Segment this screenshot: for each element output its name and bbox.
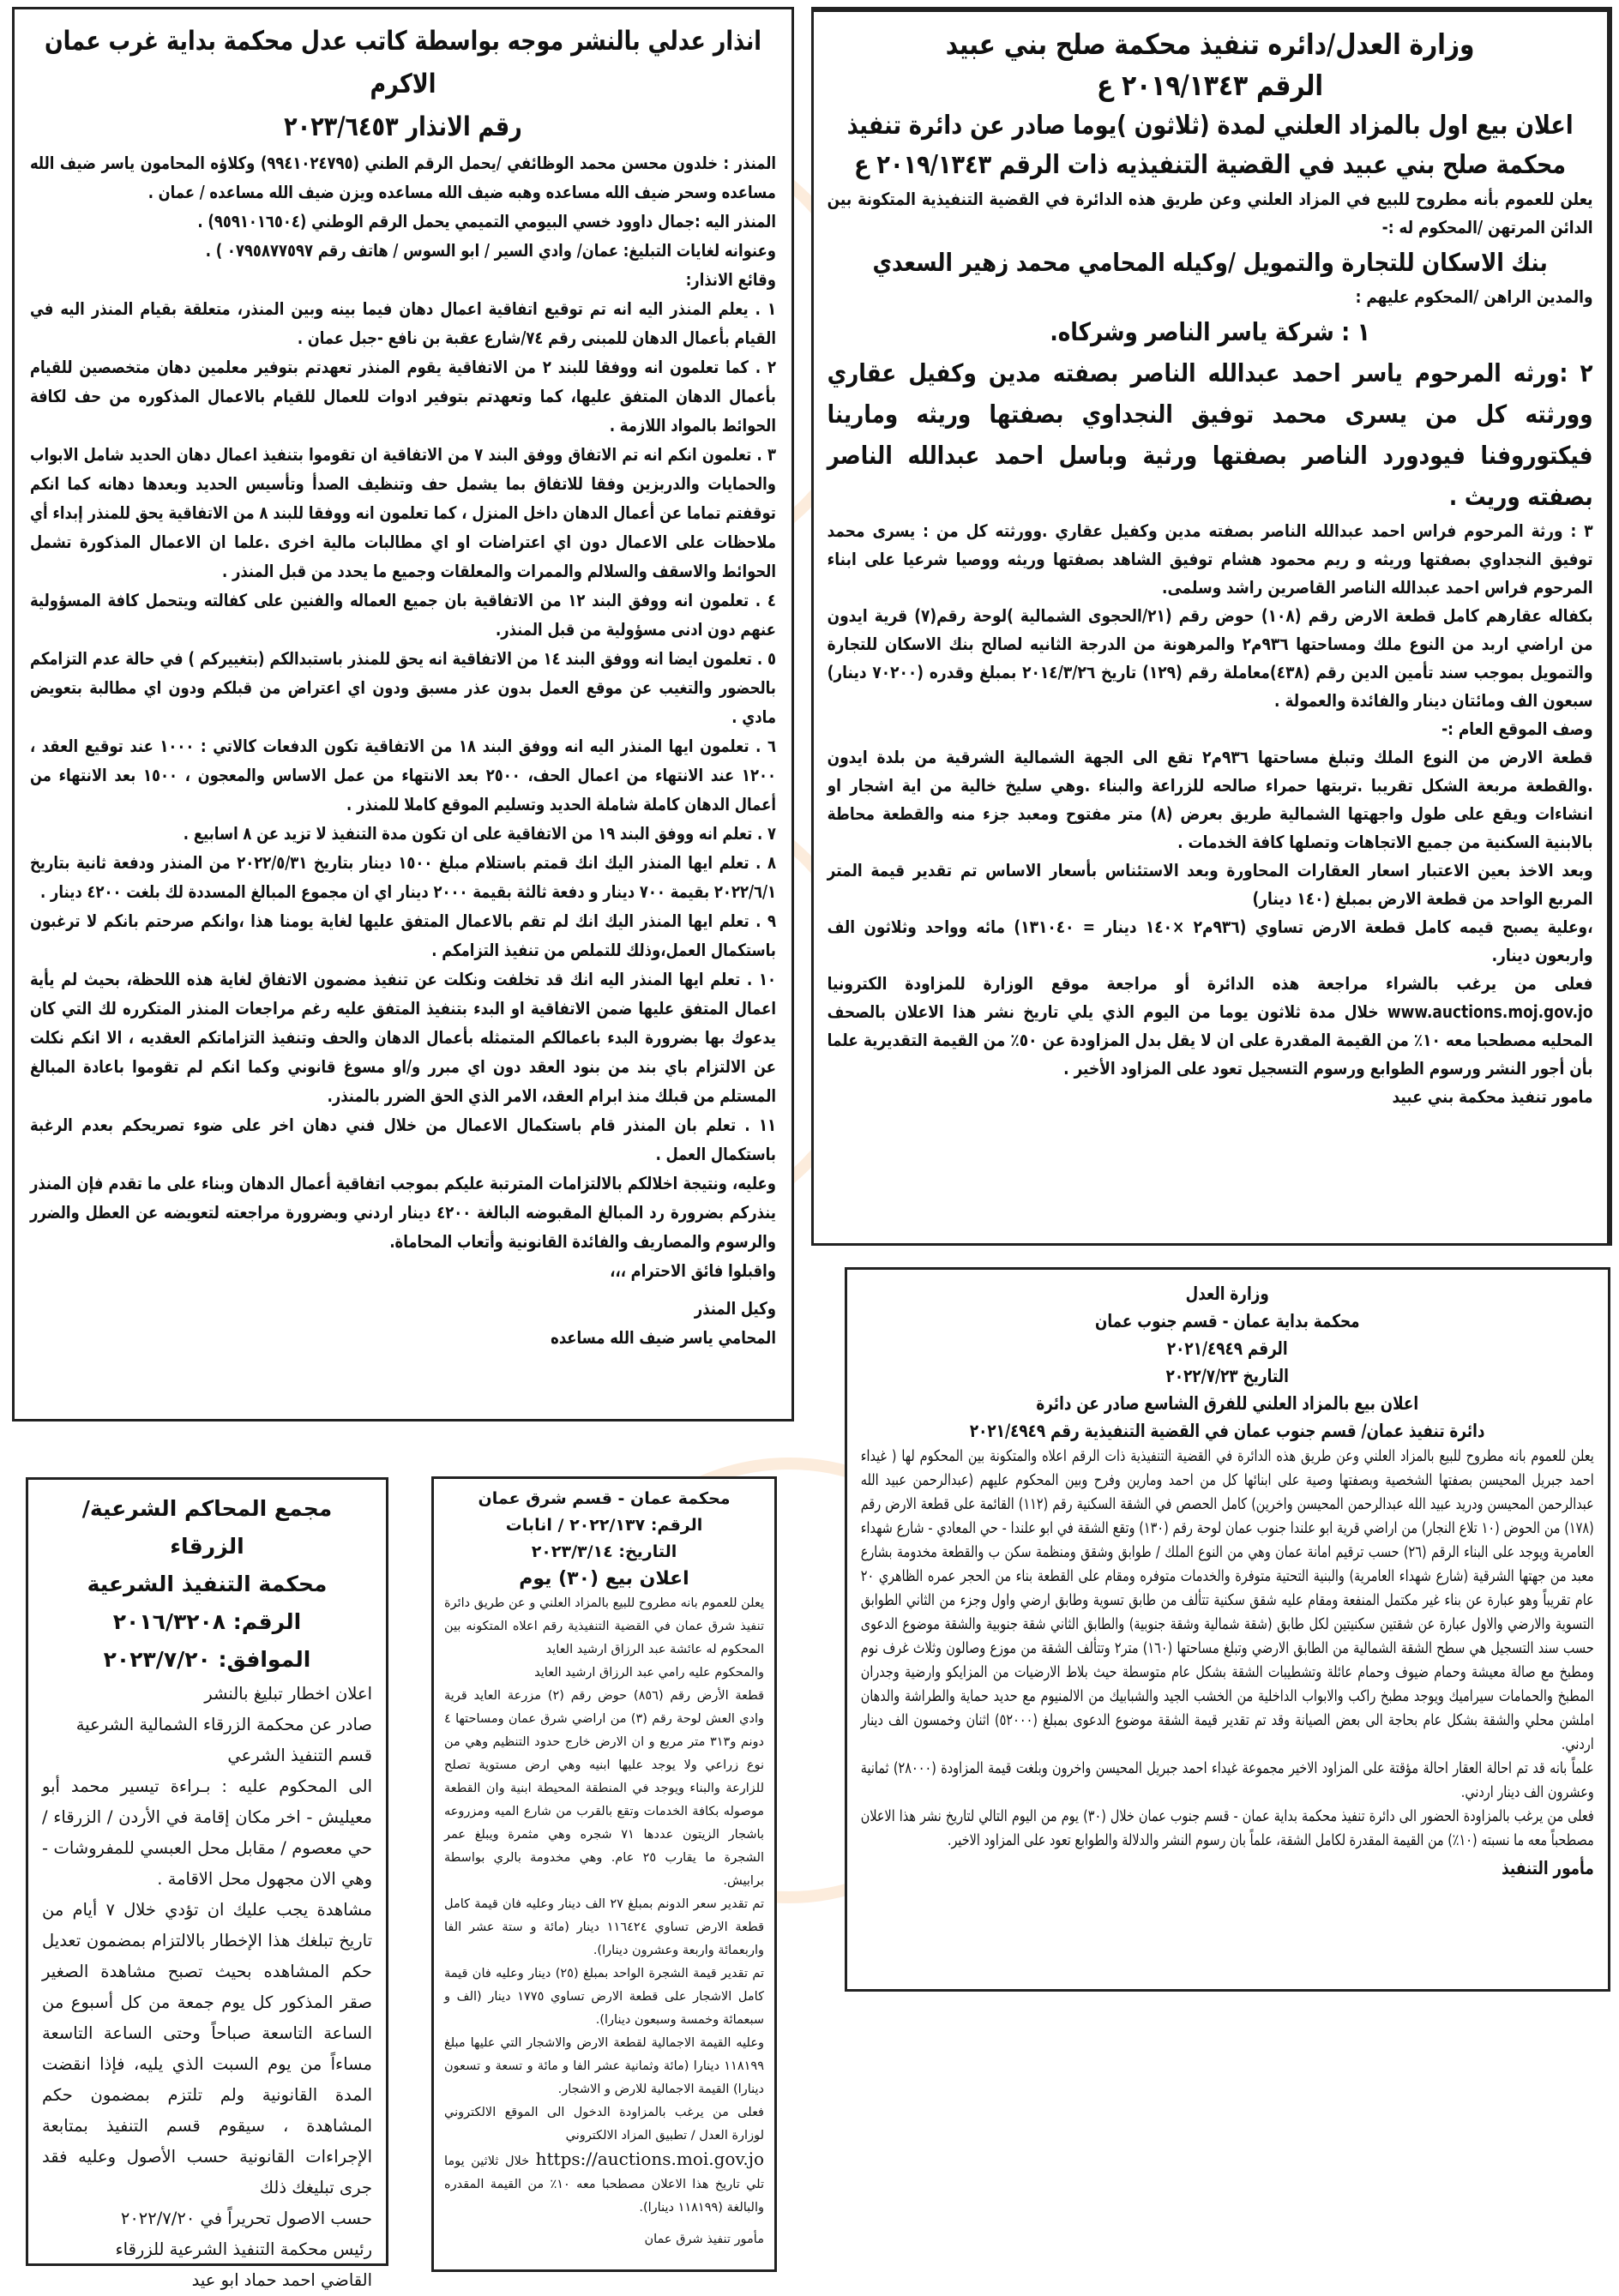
paragraph: الى المحكوم عليه : بـراءة تيسير محمد أبو معيليش - اخر مكان إقامة في الأردن / الزرقاء / حي معصوم / مقابل محل العبسي للمفروشات - وهي الان مجهول محل الاقامة . [42,1776,372,1889]
paragraph: اعلان اخطار تبليغ بالنشر [204,1684,372,1704]
paragraph: المنذر اليه :جمال داوود خسي البيومي التميمي يحمل الرقم الوطني (٩٥٩١٠١٦٥٠٤) . [197,211,776,231]
heading: اعلان بيع بالمزاد العلني للفرق الشاسع صادر عن دائرة [1036,1393,1419,1414]
paragraph: قطعة الأرض رقم (٨٥٦) حوض رقم (٢) مزرعة العايد قرية وادي العش لوحة رقم (٣) من اراضي شرق عمان ومساحتها ٤ دونم و٣١٣ متر مربع و ان الارض خارج حدود التنظيم وهي من نوع زراعي ولا يوجد عليها ابنيه وهي ارض مستوية تصلح للزارعة والبناء ويوجد في المنطقة المحيطة ابنية وان القطعة موصوله بكافة الخدمات وتقع بالقرب من شارع الميه ومزروعه باشجار الزيتون عددها ٧١ شجره وهي مثمرة ويبلغ عمر الشجرة ما يقارب ٢٥ عام. وهي مخدومة بالري بواسطة برابيش. [444,1689,765,1888]
heading: الموافق: ٢٠٢٣/٧/٢٠ [103,1647,311,1672]
paragraph: ١١ . تعلم بان المنذر قام باستكمال الاعمال من خلال فني دهان اخر على ضوء تصريحكم بعدم الرغبة باستكمال العمل . [30,1115,776,1164]
heading: الرقم: ٢٠١٦/٣٢٠٨ [112,1609,302,1634]
paragraph: يعلن للعموم بانه مطروح للبيع بالمزاد العلني و عن طريق دائرة تنفيذ شرق عمان في القضية التنفيذية رقم اعلاه المتكونه بين المحكوم له عائشة عبد الرزاق ارشيد العايد [444,1596,764,1656]
paragraph: رئيس محكمة التنفيذ الشرعية للزرقاء [115,2239,372,2259]
paragraph: ٧ . تعلم انه ووفق البند ١٩ من الاتفاقية على ان تكون مدة التنفيذ لا تزيد عن ٨ اسابيع . [183,823,776,844]
intro: يعلن للعموم بأنه مطروح للبيع في المزاد العلني وعن طريق هذه الدائرة في القضية التنفيذية المتكونة بين الدائن المرتهن /المحكوم له :- [828,189,1593,237]
signature: مامور تنفيذ محكمة بني عبيد [1392,1086,1593,1107]
paragraph: تم تقدير سعر الدونم بمبلغ ٢٧ الف دينار وعليه فان قيمة كامل قطعة الارض تساوي ١١٦٤٢٤ دينار (مائة و ستة عشر الفا واربعمائة واربعة وعشرون دينارا). [444,1897,765,1957]
paragraph: والمحكوم عليه رامي عبد الرزاق ارشيد العايد [534,1666,764,1680]
notice-content [828,24,1593,1111]
paragraph: صادر عن محكمة الزرقاء الشمالية الشرعية [75,1715,372,1734]
notice-east-amman-auction [431,1476,777,2272]
notice-legal-warning [12,7,794,1421]
case-number: الرقم ٢٠١٩/١٣٤٣ ع [1097,69,1324,102]
paragraph: ٣ . تعلمون انكم انه تم الاتفاق ووفق البند ٧ من الاتفاقية ان تقوموا بتنفيذ اعمال دهان الحديد شامل الابواب والحمايات والدربزين وفقا للاتفاق بما يشمل حف وتنظيف الصدأ وتأسيس الحديد وبعدها دهانه كما انكم توقفتم تماما عن أعمال الدهان داخل المنزل ، كما تعلمون انه ووفقا للبند ٨ من الاتفاقية يحق للمنذر إبداء أي ملاحظات على الاعمال دون اي اعتراضات او اي مطالبات مالية اخرى .علما ان الاعمال المذكورة تشمل الحوائط والاسقف والسلالم والممرات والمعلقات وجميع ما يحدد من قبل المنذر . [30,444,777,581]
debtor-label: والمدين الراهن /المحكوم عليهم : [1356,286,1593,307]
paragraph: ٢ . كما تعلمون انه ووفقا للبند ٢ من الاتفاقية يقوم المنذر تعهدتم بتوفير معلمين دهان متخصصين للقيام بأعمال الدهان المتفق عليها، كما وتعهدتم بتوفير ادوات للعمال للقيام بالاعمال المذكوره من حف لكافة الحوائط بالمواد اللازمة . [30,357,777,436]
paragraphs [42,1679,372,2296]
heading: وزارة العدل [1185,1283,1270,1304]
paragraphs [30,148,776,1285]
valuation: وبعد الاخذ بعين الاعتبار اسعار العقارات المحاورة وبعد الاستئناس بأسعار الاساس تم تقدير قيمة المتر المربع الواحد من قطعة الارض بمبلغ (١٤٠ دينار) [828,860,1593,909]
auction-url-link[interactable]: https://auctions.moi.gov.jo [535,2149,764,2169]
paragraph: ٩ . تعلم ايها المنذر اليك انك لم تقم بالاعمال المتفق عليها لغاية يومنا هذا ،وانكم صرحتم بانكم لا ترغبون باستكمال العمل،وذلك للتملص من تنفيذ التزامكم . [30,911,776,960]
paragraph: ٤ . تعلمون انه ووفق البند ١٢ من الاتفاقية بان جميع العماله والفنين على كفالته ويتحمل كافة المسؤولية عنهم دون ادنى مسؤولية من قبل المنذر. [30,590,776,640]
paragraph: واقبلوا فائق الاحترام ،،، [610,1260,776,1281]
heading: الرقم: ٢٠٢٢/١٣٧ / انابات [505,1516,703,1535]
paragraph: ٨ . تعلم ايها المنذر اليك انك قمتم باستلام مبلغ ١٥٠٠ دينار بتاريخ ٢٠٢٢/٥/٣١ من المنذر ودفعة ثانية بتاريخ ٢٠٢٢/٦/١ بقيمة ٧٠٠ دينار و دفعة ثالثة بقيمة ٢٠٠٠ دينار اي ان مجموع المبالغ المسددة لك بلغت ٤٢٠٠ دينار . [30,852,776,902]
paragraph: مشاهدة يجب عليك ان تؤدي خلال ٧ أيام من تاريخ تبلغك هذا الإخطار بالالتزام بمضمون تعديل حكم المشاهده بحيث تصبح مشاهدة الصغير صقر المذكور كل يوم جمعة من كل أسبوع من الساعة التاسعة صباحاً وحتى الساعة التاسعة مساءاً من يوم السبت الذي يليه، فإذا انقضت المدة القانونية ولم تلتزم بمضمون حكم المشاهدة ، سيقوم قسم التنفيذ بمتابعة الإجراءات القانونية حسب الأصول وعليه فقد جرى تبليغك ذلك [42,1900,373,2197]
debtor-1: ١ : شركة ياسر الناصر وشركاه. [1050,317,1371,346]
heading: وزارة العدل/دائره تنفيذ محكمة صلح بني عبيد [946,27,1475,61]
headings [444,1486,764,1592]
paragraph: ١٠ . تعلم ايها المنذر اليه انك قد تخلفت ونكلت عن تنفيذ مضمون الاتفاق لغاية هذه اللحظة، بحيث لم يأية اعمال المتفق عليها ضمن الاتفاقية او البدء بتنفيذ المتفق عليه رغم مراجعات المنذر المتكرره لك التي كان يدعوك بها بضرورة البدء باعمالكم المتمثله بأعمال الدهان والحف وتنفيذ التزاماتكم العقديه ، الا انكم نكلت عن الالتزام باي بند من بنود العقد دون اي مبرر و/او مسوغ قانوني وكما انكم لم تقوموا باعادة المبالغ المستلم من قبلك منذ ابرام العقد، الامر الذي الحق الضرر بالمنذر. [30,969,776,1106]
debtor-3: ٣ : ورثة المرحوم فراس احمد عبدالله الناصر بصفته مدين وكفيل عقاري .وورثته كل من : يسرى محمد توفيق النجداوي بصفتها وريثه و ريم محمود هشام توفيق الشاهد بصفتها وريثه ووصيا شرعيا على ابناء المرحوم فراس احمد عبدالله الناصر القاصرين راشد وسلمى. [828,520,1593,598]
heading: التاريخ ٢٠٢٢/٧/٢٣ [1165,1366,1290,1386]
paragraph: فعلى من يرغب بالمزاودة الحضور الى دائرة تنفيذ محكمة بداية عمان - قسم جنوب عمان خلال (٣٠) يوم من اليوم التالي لتاريخ نشر هذا الاعلان مصطحباً معه ما نسبته (١٠٪) من القيمة المقدرة لكامل الشقة، علماً بان رسوم النشر والدلالة والطوابع تعود على المزاود الاخير. [861,1807,1594,1849]
headings [861,1280,1594,1445]
signature: مأمور التنفيذ [1502,1858,1594,1878]
paragraph: ٦ . تعلمون ايها المنذر اليه انه ووفق البند ١٨ من الاتفاقية تكون الدفعات كالاتي : ١٠٠٠ عند توقيع العقد ، ١٢٠٠ عند الانتهاء من اعمال الحف، ٢٥٠٠ بعد الانتهاء من عمل الاساس والمعجون ، ١٥٠٠ بعد الانتهاء من أعمال الدهان كاملة شاملة الحديد وتسليم الموقع كاملا للمنذر . [30,736,776,814]
signature: مأمور تنفيذ شرق عمان [644,2233,764,2246]
notice-sharia-court [26,1477,388,2290]
heading: مجمع المحاكم الشرعية/ الزرقاء [81,1496,333,1559]
paragraph: فعلى من يرغب بالمزاودة الدخول الى الموقع الالكتروني لوزارة العدل / تطبيق المزاد الالكتروني [444,2106,764,2143]
paragraph: وعنوانه لغايات التبليغ: عمان/ وادي السير / ابو السوس / هاتف رقم ٠٧٩٥٨٧٧٥٩٧ ) . [205,240,776,261]
debtor-2: ٢ :ورثه المرحوم ياسر احمد عبدالله الناصر بصفته مدين وكفيل عقاري وورثته كل من يسرى محمد توفيق النجداوي بصفتها وريثه ومارينا فيكتوروفنا فيودورد الناصر بصفتها ورثية وباسل احمد عبدالله الناصر بصفته وريث . [828,358,1593,511]
notice-content [861,1280,1594,1878]
paragraph: وقائع الانذار: [685,269,776,290]
heading: انذار عدلي بالنشر موجه بواسطة كاتب عدل محكمة بداية غرب عمان الاكرم [44,26,762,99]
paragraph: ٥ . تعلمون ايضا انه ووفق البند ١٤ من الاتفاقية انه يحق للمنذر باستبدالكم (بتغييركم ) في حالة عدم التزامكم بالحضور والتغيب عن موقع العمل بدون عذر مسبق ودون اي اعتراض من قبلكم ودون اي مطالبة بتعويض مادي . [30,648,777,727]
notice-south-amman-auction [845,1267,1610,1992]
heading: محكمة عمان - قسم شرق عمان [478,1489,731,1508]
paragraph: علماً بانه قد تم احالة العقار احالة مؤقتة على المزاود الاخير مجموعة غيداء احمد جبريل المحيسن واخرون وبلغت قيمة المزاودة (٢٨٠٠٠) ثمانية وعشرون الف دينار اردني. [861,1759,1594,1801]
heading: دائرة تنفيذ عمان/ قسم جنوب عمان في القضية التنفيذية رقم ٢٠٢١/٤٩٤٩ [970,1421,1485,1441]
notice-title: اعلان بيع اول بالمزاد العلني لمدة (ثلاثون )يوما صادر عن دائرة تنفيذ محكمة صلح بني عبيد في القضية التنفيذيه ذات الرقم ٢٠١٩/١٣٤٣ ع [846,111,1574,180]
signature-title: وكيل المنذر [694,1298,776,1319]
notice-content [30,20,776,1352]
heading: اعلان بيع (٣٠) يوم [519,1568,689,1590]
paragraphs [861,1445,1594,1853]
paragraphs [444,1592,764,2148]
signature-name: المحامي ياسر ضيف الله مساعده [551,1327,776,1348]
instructions: فعلى من يرغب بالشراء مراجعة هذه الدائرة أو مراجعة موقع الوزارة للمزاودة الكترونيا www.auctions.moj.gov.jo خلال مدة ثلاثون يوما من اليوم الذي يلي تاريخ نشر هذا الاعلان بالصحف المحليه مصطحبا معه ١٠٪ من القيمة المقدرة على ان لا يقل بدل المزاودة عن ٥٠٪ من القيمة التقديرية علما بأن أجور النشر ورسوم الطوابع ورسوم التسجيل تعود على المزاود الأخير . [828,973,1594,1079]
url-suffix: خلال ثلاثين يوما تلي تاريخ هذا الاعلان مصطحبا معه ١٠٪ من القيمة المقدره والبالغة (١١٨١٩٩ دينارا). [444,2155,764,2215]
paragraph: وعليه القيمة الاجمالية لقطعة الارض والاشجار التي عليها مبلغ ١١٨١٩٩ دينارا (مائة وثمانية عشر الفا و مائة و تسعة و تسعون دينارا) القيمة الاجمالية للارض و الاشجار. [444,2036,764,2096]
notice-salt-auction [811,7,1612,1246]
location: قطعة الارض من النوع الملك وتبلغ مساحتها ٩٣٦م٢ تقع الى الجهة الشمالية الشرقية من بلدة ايدون .والقطعة مربعة الشكل تقريبا .تربتها حمراء صالحه للزراعة والبناء .وهي سليخ خالية من اية اشجار او انشاءات ويقع على طول واجهتها الشمالية طريق بعرض (٨) متر مفتوح ومعبد جزء منه والقطعة محاطة بالابنية السكنية من جميع الاتجاهات وتصلها كافة الخدمات . [828,747,1593,852]
paragraph: حسب الاصول تحريراً في ٢٠٢٢/٧/٢٠ [120,2209,372,2228]
paragraph: تم تقدير قيمة الشجرة الواحد بمبلغ (٢٥) دينار وعليه فان قيمة كامل الاشجار على قطعة الارض تساوي ١٧٧٥ دينار (الف و سبعمائة وخمسة وسبعون دينارا). [444,1967,765,2027]
heading: التاريخ: ٢٠٢٣/٣/١٤ [531,1542,677,1561]
paragraph: يعلن للعموم بانه مطروح للبيع بالمزاد العلني وعن طريق هذه الدائرة في القضية التنفيذية ذات الرقم اعلاه والمتكونة بين المحكوم لها ( غيداء احمد جبريل المحيسن بصفتها الشخصية وبصفتها وصية على ابنائها كل من احمد ومارين وفرح وبين المحكوم عليهم (عبدالرحمن عبيد الله عبدالرحمن المحيسن ودريد عبيد الله عبدالرحمن المحيسن واخرين) كامل الحصص في الشقة السكنية رقم (١١٢) القائمة على قطعة الارض رقم (١٧٨) من الحوض (١٠ تلاع النجار) من اراضي قرية ابو علندا جنوب عمان لوحة رقم (١٣٠) وتقع الشقة في ابو علندا - حي المعادي - شارع شهداء العامرية ويوجد على البناء الرقم (٢٦) حسب ترقيم امانة عمان وهي من النوع الملك / طوابق وشقق ومنظمة سكن ب والقطعة مخدومة بشارع معبد من جهتها الشرقية (شارع شهداء العامرية) والبنية التحتية متوفرة والخدمات متوفره ومقام على القطعة بناء من الحجر عمره الظاهري ٢٠ عام تقريباً وهو عبارة عن بناء غير مكتمل المنفعة ومقام عليه شقق سكنية تتألف من طابق تسوية وطابق ارضي واول وجزء من الثاني الطوابق التسوية والارضي والاول عبارة عن شقتين سكنيتين لكل طابق (شقة شمالية وشقة جنوبية) والطابق الثاني شقة جنوبية والشقة موضوع الدعوى حسب سند التسجيل هي سطح الشقة الشمالية من الطابق الارضي وتبلغ مساحتها (١٦٠) متر٢ وتتألف الشقة من موزع وصالون وثلاث غرف نوم ومطبخ مع صالة معيشة وحمام ضيوف وحمام عائلة وتشطيبات الشقة بشكل عام متوسطة حيث بلاط الارضيات من المزايكو وارضية وجدران المطبخ والحمامات سيراميك ويوجد مطبخ راكب والابواب الداخلية من الخشب الجيد والشبابيك من الالمنيوم مع حديد حماية والطراشة والدهان املشن محلي والشقة بشكل عام بحاجة الى بعض الصيانة وقد تم تقدير قيمة الشقة موضوع الدعوى بمبلغ (٥٢٠٠٠) اثنان وخمسون الف دينار اردني. [861,1447,1595,1753]
heading: الرقم ٢٠٢١/٤٩٤٩ [1167,1338,1288,1359]
paragraph: وعليه، ونتيجة اخلالكم بالالتزامات المترتبة عليكم بموجب اتفاقية أعمال الدهان وبناء على ما تقدم فإن المنذر ينذركم بضرورة رد المبالغ المقبوضه البالغة ٤٢٠٠ دينار اردني وبضرورة مراجعته لتعويضه عن العطل والضرر والرسوم والمصاريف والفائدة القانونية وأتعاب المحاماة. [30,1173,777,1252]
heading: محكمة بداية عمان - قسم جنوب عمان [1095,1311,1360,1331]
paragraph: قسم التنفيذ الشرعي [227,1746,372,1765]
creditor: بنك الاسكان للتجارة والتمويل /وكيله المحامي محمد زهير السعدي [872,248,1549,277]
warning-number: رقم الانذار ٢٠٢٣/٦٤٥٣ [284,111,522,142]
headings [42,1490,372,1679]
paragraph: ١ . يعلم المنذر اليه انه تم توقيع اتفاقية اعمال دهان فيما بينه وبين المنذر، متعلقة بقيام المنذر اليه في القيام بأعمال الدهان للمبنى رقم ٧٤/شارع عقبة بن نافع -جبل عمان . [30,298,776,348]
paragraph: القاضي احمد حماد ابو عيد [191,2270,372,2290]
total: ،وعلية يصبح قيمه كامل قطعة الارض تساوي (٩٣٦م٢ ×١٤٠ دينار = ١٣١٠٤٠) مائه وواحد وثلاثون الف واربعون دينار. [828,917,1594,965]
location-label: وصف الموقع العام :- [1441,718,1593,739]
paragraph: المنذر : خلدون محسن محمد الوظائفي /يحمل الرقم الطني (٩٩٤١٠٢٤٧٩٥) وكلاؤه المحامون ياسر ضيف الله مساعده وسحر ضيف الله مساعده وهبه ضيف الله مساعده ويزن ضيف الله مساعده / عمان . [30,153,776,202]
heading: محكمة التنفيذ الشرعية [87,1572,328,1596]
property: بكفاله عقارهم كامل قطعة الارض رقم (١٠٨) حوض رقم (٢١/الحجوى الشمالية )لوحة رقم(٧) قرية ايدون من اراضي اربد من النوع ملك ومساحتها ٩٣٦م٢ والمرهونة من الدرجة الثانيه لصالح بنك الاسكان للتجارة والتمويل بموجب سند تأمين الدين رقم (٤٣٨)معاملة رقم (١٢٩) تاريخ ٢٠١٤/٣/٢٦ بمبلغ وقدره (٧٠٢٠٠ دينار) سبعون الف ومائتان دينار والفائدة والعمولة . [828,605,1593,711]
